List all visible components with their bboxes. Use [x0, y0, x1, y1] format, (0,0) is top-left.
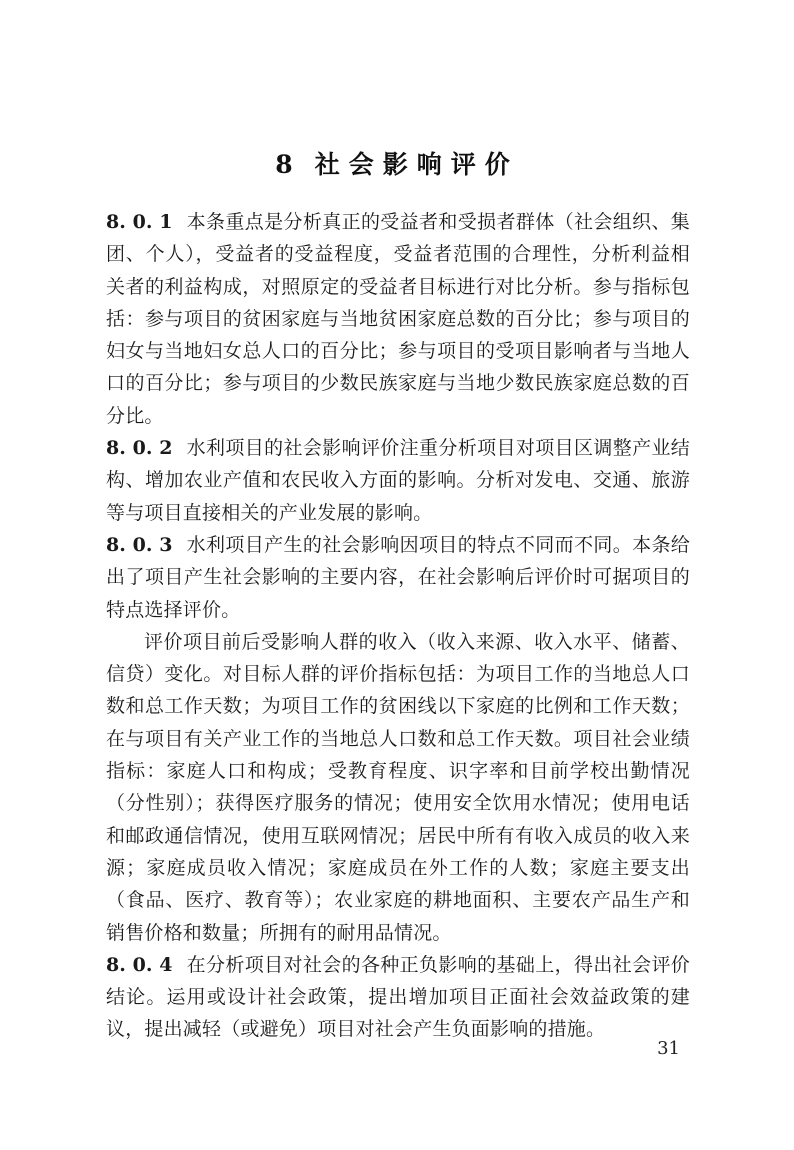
clause-text: 水利项目产生的社会影响因项目的特点不同而不同。本条给出了项目产生社会影响的主要内容，在社会影响后评价时可据项目的特点选择评价。 — [106, 533, 691, 621]
clause-text: 水利项目的社会影响评价注重分析项目对项目区调整产业结构、增加农业产值和农民收入方面的影响。分析对发电、交通、旅游等与项目直接相关的产业发展的影响。 — [106, 437, 691, 524]
chapter-heading — [0, 145, 794, 185]
chapter-title-text: 社会影响评价 — [314, 149, 519, 179]
clause-number: 8. 0. 1 — [106, 211, 173, 233]
chapter-number: 8 — [275, 149, 293, 179]
clause-8-0-3-continuation — [106, 626, 690, 949]
page-number: 31 — [657, 1038, 680, 1059]
clause-8-0-2 — [106, 432, 690, 529]
chapter-body — [106, 206, 690, 1046]
paragraph-text: 评价项目前后受影响人群的收入（收入来源、收入水平、储蓄、信贷）变化。对目标人群的评价指标包括：为项目工作的当地总人口数和总工作天数；为项目工作的贫困线以下家庭的比例和工作天数；在与项目有关产业工作的当地总人口数和总工作天数。项目社会业绩指标：家庭人口和构成；受教育程度、识字率和目前学校出勤情况（分性别）；获得医疗服务的情况；使用安全饮用水情况；使用电话和邮政通信情况，使用互联网情况；居民中所有有收入成员的收入来源；家庭成员收入情况；家庭成员在外工作的人数；家庭主要支出（食品、医疗、教育等）；农业家庭的耕地面积、主要农产品生产和销售价格和数量；所拥有的耐用品情况。 — [106, 630, 690, 944]
clause-text: 本条重点是分析真正的受益者和受损者群体（社会组织、集团、个人），受益者的受益程度，受益者范围的合理性，分析利益相关者的利益构成，对照原定的受益者目标进行对比分析。参与指标包括：参与项目的贫困家庭与当地贫困家庭总数的百分比；参与项目的妇女与当地妇女总人口的百分比；参与项目的受项目影响者与当地人口的百分比；参与项目的少数民族家庭与当地少数民族家庭总数的百分比。 — [106, 211, 691, 427]
clause-text: 在分析项目对社会的各种正负影响的基础上，得出社会评价结论。运用或设计社会政策，提出增加项目正面社会效益政策的建议，提出减轻（或避免）项目对社会产生负面影响的措施。 — [106, 953, 691, 1041]
clause-8-0-3 — [106, 529, 690, 626]
clause-number: 8. 0. 4 — [106, 953, 173, 976]
clause-number: 8. 0. 3 — [106, 533, 173, 556]
clause-8-0-1 — [106, 206, 690, 432]
clause-number: 8. 0. 2 — [106, 437, 173, 460]
clause-8-0-4 — [106, 949, 690, 1046]
